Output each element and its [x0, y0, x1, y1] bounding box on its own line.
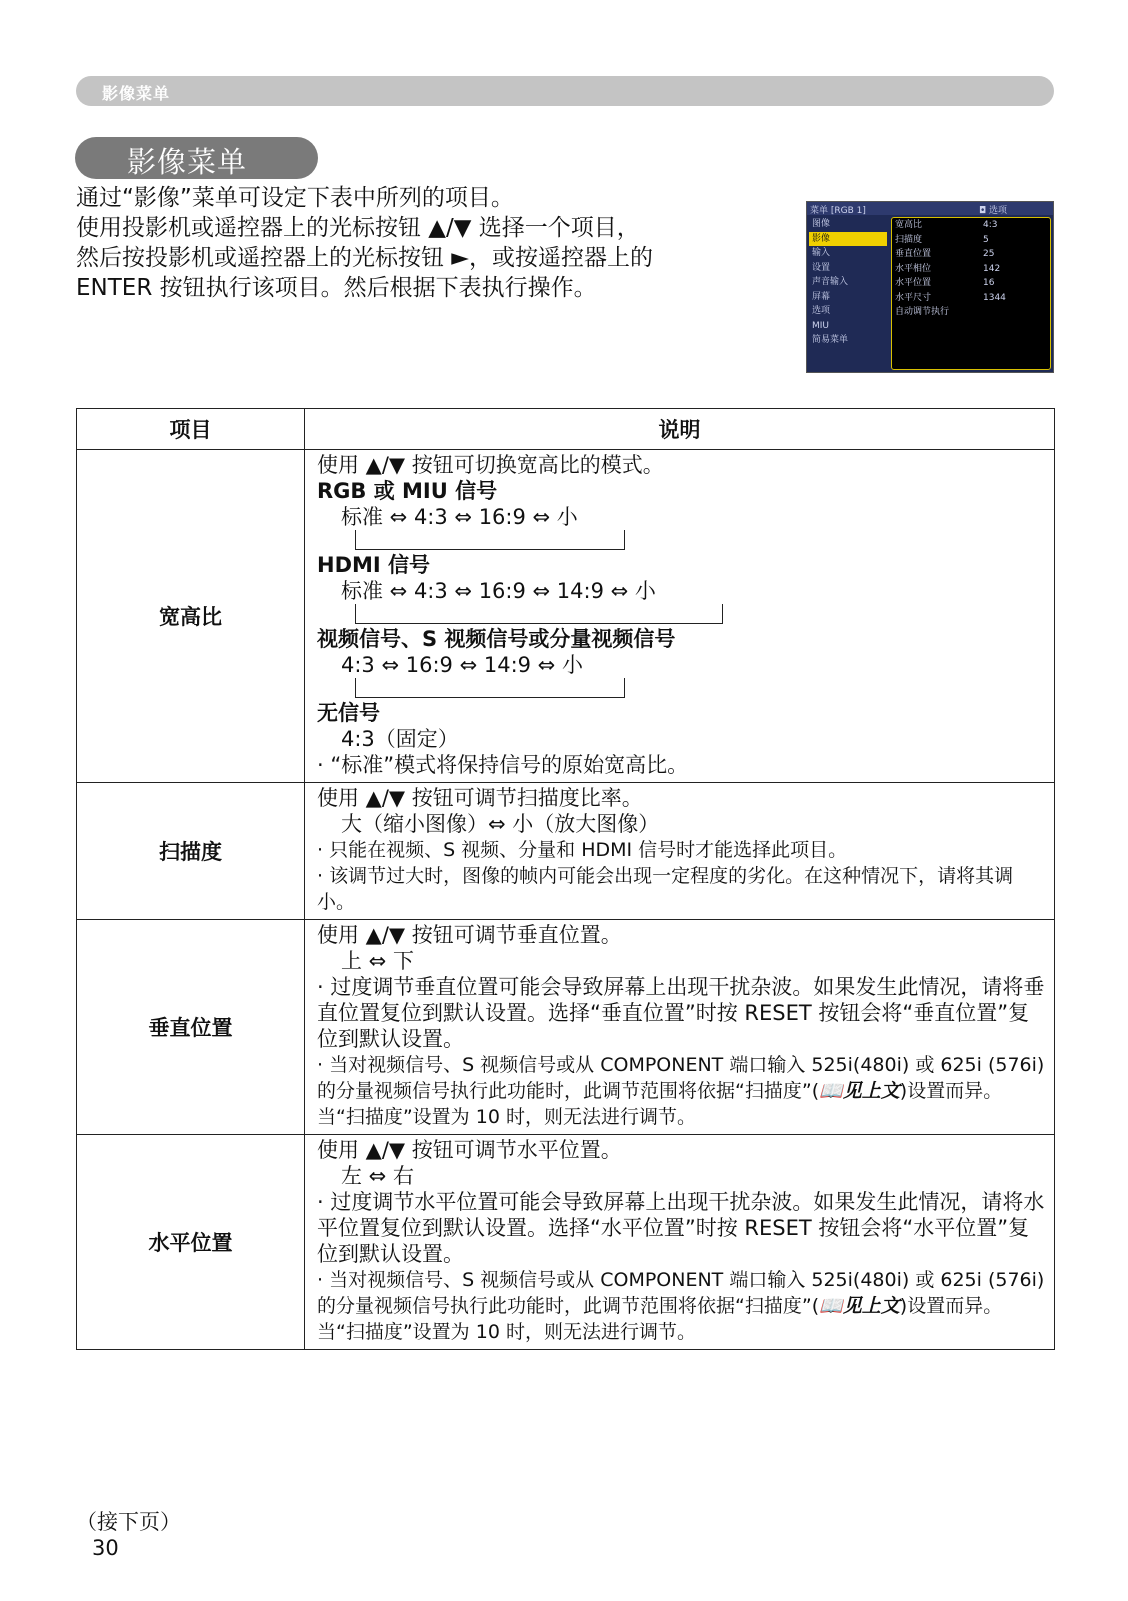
- table-row: [77, 920, 1055, 1135]
- intro-line: ENTER 按钮执行该项目。然后根据下表执行操作。: [76, 275, 597, 301]
- osd-row: 扫描度 5: [895, 234, 989, 245]
- cross-reference-link[interactable]: 见上文: [842, 1295, 900, 1317]
- table-row: [77, 783, 1055, 920]
- cycle-arrow: [355, 678, 625, 698]
- desc-line: 使用 ▲/▼ 按钮可切换宽高比的模式。: [317, 453, 664, 477]
- osd-row: 水平位置 16: [895, 278, 995, 288]
- osd-row: 宽高比 4:3: [895, 220, 998, 230]
- intro-line: 使用投影机或遥控器上的光标按钮 ▲/▼ 选择一个项目，: [76, 215, 640, 241]
- mode-value: 4:3（固定）: [341, 727, 459, 751]
- osd-menu-item: 设置: [812, 262, 831, 273]
- section-title-pill: [75, 137, 318, 179]
- column-header-description: 说明: [305, 409, 1055, 450]
- note: · 只能在视频、S 视频、分量和 HDMI 信号时才能选择此项目。: [317, 839, 848, 861]
- item-table: [76, 408, 1055, 1350]
- item-name-vpos: 垂直位置: [77, 920, 305, 1135]
- mode-sequence: 标准 ⇔ 4:3 ⇔ 16:9 ⇔ 14:9 ⇔ 小: [341, 579, 656, 603]
- table-row: [77, 1135, 1055, 1350]
- section-title: 影像菜单: [127, 145, 248, 179]
- desc-line: 使用 ▲/▼ 按钮可调节扫描度比率。: [317, 786, 643, 810]
- column-header-item: 项目: [77, 409, 305, 450]
- signal-heading: RGB 或 MIU 信号: [317, 479, 498, 503]
- item-name-overscan: 扫描度: [77, 783, 305, 920]
- signal-heading: HDMI 信号: [317, 553, 431, 577]
- table-header-row: [77, 409, 1055, 450]
- item-name-aspect: 宽高比: [77, 450, 305, 783]
- osd-row: 水平相位 142: [895, 263, 1001, 274]
- chapter-label: 影像菜单: [102, 84, 171, 103]
- item-desc-aspect: [305, 450, 1055, 783]
- table-row: [77, 450, 1055, 783]
- page-number: 30: [92, 1536, 119, 1560]
- cycle-arrow: [355, 604, 723, 624]
- mode-sequence: 上 ⇔ 下: [341, 949, 414, 973]
- osd-row: 自动调节执行: [895, 307, 950, 317]
- osd-menu-item-selected: 影像: [809, 232, 887, 247]
- osd-title: 菜单 [RGB 1]: [810, 206, 866, 216]
- book-icon: 📖: [819, 1080, 843, 1102]
- note: · 当对视频信号、S 视频信号或从 COMPONENT 端口输入 525i(480i) 或 625i (576i) 的分量视频信号执行此功能时，此调节范围将依据“扫描度”(📖见上文)设置而异。当“扫描度”设置为 10 时，则无法进行调节。: [317, 1269, 1045, 1343]
- osd-menu-item: 选项: [812, 306, 831, 316]
- book-icon: 📖: [819, 1295, 843, 1317]
- intro-text: [76, 183, 776, 303]
- note: · 过度调节水平位置可能会导致屏幕上出现干扰杂波。如果发生此情况，请将水平位置复位到默认设置。选择“水平位置”时按 RESET 按钮会将“水平位置”复位到默认设置。: [317, 1190, 1045, 1266]
- desc-line: 使用 ▲/▼ 按钮可调节垂直位置。: [317, 923, 622, 947]
- osd-menu-item: 输入: [812, 248, 831, 258]
- chapter-header-bar: [76, 76, 1054, 106]
- continued-label: （接下页）: [76, 1510, 181, 1534]
- osd-option-label: ◘ 选项: [979, 206, 1007, 216]
- osd-row: 垂直位置 25: [895, 249, 995, 259]
- mode-sequence: 4:3 ⇔ 16:9 ⇔ 14:9 ⇔ 小: [341, 653, 583, 677]
- signal-heading: 无信号: [317, 701, 380, 725]
- note: · “标准”模式将保持信号的原始宽高比。: [317, 753, 689, 777]
- osd-menu-item: 声音输入: [812, 277, 849, 287]
- osd-title-bar: [807, 202, 1053, 215]
- item-desc-vpos: [305, 920, 1055, 1135]
- osd-menu-item: 简易菜单: [812, 335, 849, 345]
- item-desc-overscan: [305, 783, 1055, 920]
- note: · 该调节过大时，图像的帧内可能会出现一定程度的劣化。在这种情况下，请将其调小。: [317, 865, 1014, 913]
- osd-row: 水平尺寸 1344: [895, 292, 1006, 303]
- mode-sequence: 大（缩小图像）⇔ 小（放大图像）: [341, 812, 660, 836]
- osd-menu-list: [809, 217, 887, 348]
- osd-menu-screenshot: [806, 201, 1054, 373]
- mode-sequence: 标准 ⇔ 4:3 ⇔ 16:9 ⇔ 小: [341, 505, 578, 529]
- cross-reference-link[interactable]: 见上文: [842, 1080, 900, 1102]
- intro-line: 然后按投影机或遥控器上的光标按钮 ►，或按遥控器上的: [76, 245, 653, 271]
- intro-line: 通过“影像”菜单可设定下表中所列的项目。: [76, 185, 514, 211]
- signal-heading: 视频信号、S 视频信号或分量视频信号: [317, 627, 676, 651]
- note: · 当对视频信号、S 视频信号或从 COMPONENT 端口输入 525i(480i) 或 625i (576i) 的分量视频信号执行此功能时，此调节范围将依据“扫描度”(📖见上文)设置而异。当“扫描度”设置为 10 时，则无法进行调节。: [317, 1054, 1045, 1128]
- desc-line: 使用 ▲/▼ 按钮可调节水平位置。: [317, 1138, 622, 1162]
- osd-menu-item: MIU: [812, 320, 830, 331]
- osd-submenu: [891, 217, 1051, 370]
- cycle-arrow: [355, 530, 625, 550]
- item-name-hpos: 水平位置: [77, 1135, 305, 1350]
- item-desc-hpos: [305, 1135, 1055, 1350]
- note: · 过度调节垂直位置可能会导致屏幕上出现干扰杂波。如果发生此情况，请将垂直位置复位到默认设置。选择“垂直位置”时按 RESET 按钮会将“垂直位置”复位到默认设置。: [317, 975, 1045, 1051]
- osd-menu-item: 屏幕: [812, 291, 831, 302]
- mode-sequence: 左 ⇔ 右: [341, 1164, 414, 1188]
- osd-menu-item: 图像: [812, 219, 831, 229]
